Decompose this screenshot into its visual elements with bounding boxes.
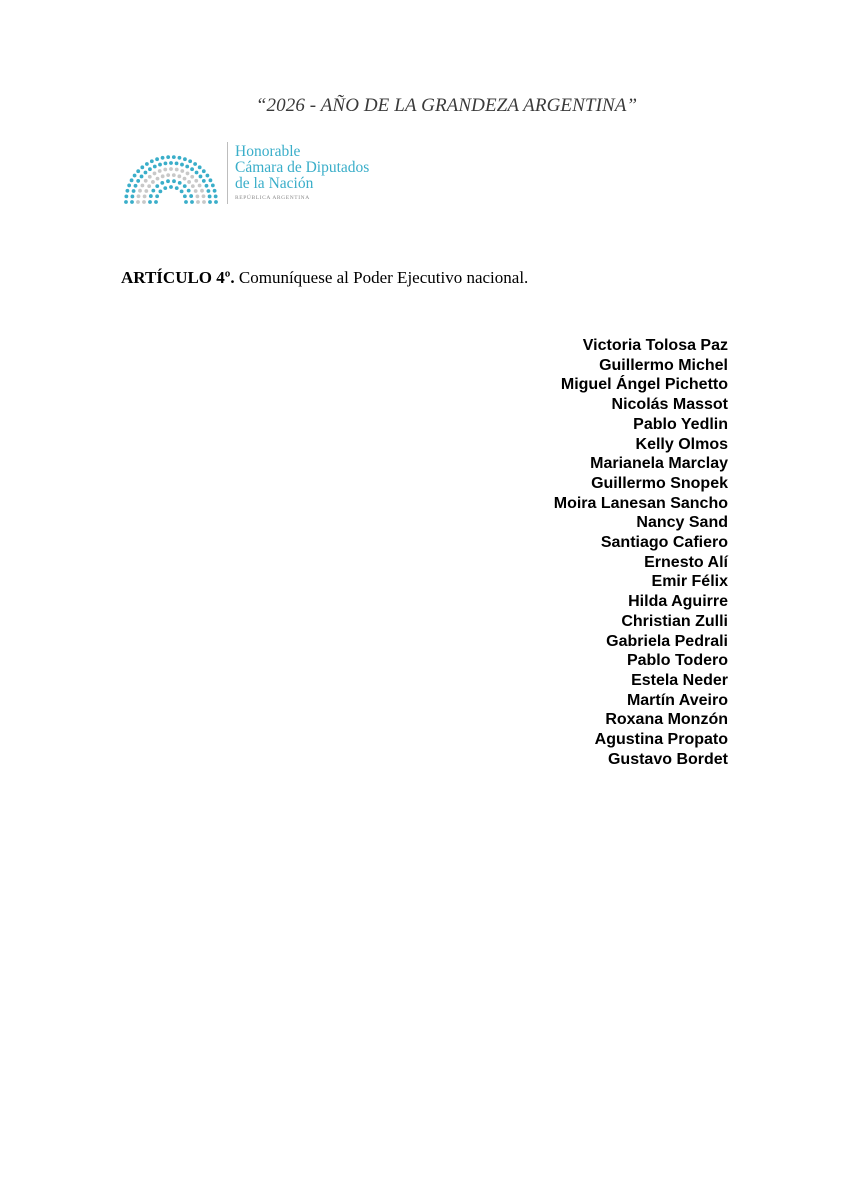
hemicycle-logo-icon (122, 132, 220, 206)
signatory-name: Christian Zulli (621, 612, 728, 630)
signatory-name: Guillermo Michel (599, 356, 728, 374)
signatory-name: Martín Aveiro (626, 691, 728, 709)
logo-line-nacion: de la Nación (235, 175, 314, 192)
logo-text (235, 144, 369, 202)
signatory-name: Nicolás Massot (611, 396, 728, 414)
signatory-name: Santiago Cafiero (600, 534, 728, 552)
logo-subtitle: REPÚBLICA ARGENTINA (235, 195, 310, 201)
signatory-name: Roxana Monzón (605, 711, 728, 729)
article-4 (121, 268, 528, 288)
signatory-name: Pablo Yedlin (633, 415, 728, 433)
chamber-logo (122, 132, 369, 206)
signatory-name: Ernesto Alí (644, 553, 728, 571)
article-label: ARTÍCULO 4º. (121, 268, 235, 287)
signatory-name: Gustavo Bordet (607, 750, 728, 768)
signatory-name: Moira Lanesan Sancho (553, 494, 728, 512)
signatory-name: Estela Neder (631, 671, 728, 689)
signatory-name: Kelly Olmos (635, 435, 728, 453)
signatory-name: Nancy Sand (636, 514, 728, 532)
logo-line-camara: Cámara de Diputados (235, 159, 370, 176)
signatory-name: Agustina Propato (594, 731, 728, 749)
signatory-name: Guillermo Snopek (591, 474, 728, 492)
header-motto: “2026 - AÑO DE LA GRANDEZA ARGENTINA” (255, 95, 638, 116)
signatory-name: Marianela Marclay (590, 455, 728, 473)
signatory-name: Pablo Todero (626, 652, 728, 670)
signatories-list (554, 336, 728, 769)
signatory-name: Hilda Aguirre (628, 593, 728, 611)
logo-divider (227, 142, 228, 204)
signatory-name: Gabriela Pedrali (606, 632, 728, 650)
signatory-name: Miguel Ángel Pichetto (560, 376, 728, 394)
signatory-name: Emir Félix (651, 573, 728, 591)
signatory-name: Victoria Tolosa Paz (582, 337, 728, 354)
article-text: Comuníquese al Poder Ejecutivo nacional. (234, 268, 529, 287)
logo-line-honorable: Honorable (235, 143, 301, 160)
